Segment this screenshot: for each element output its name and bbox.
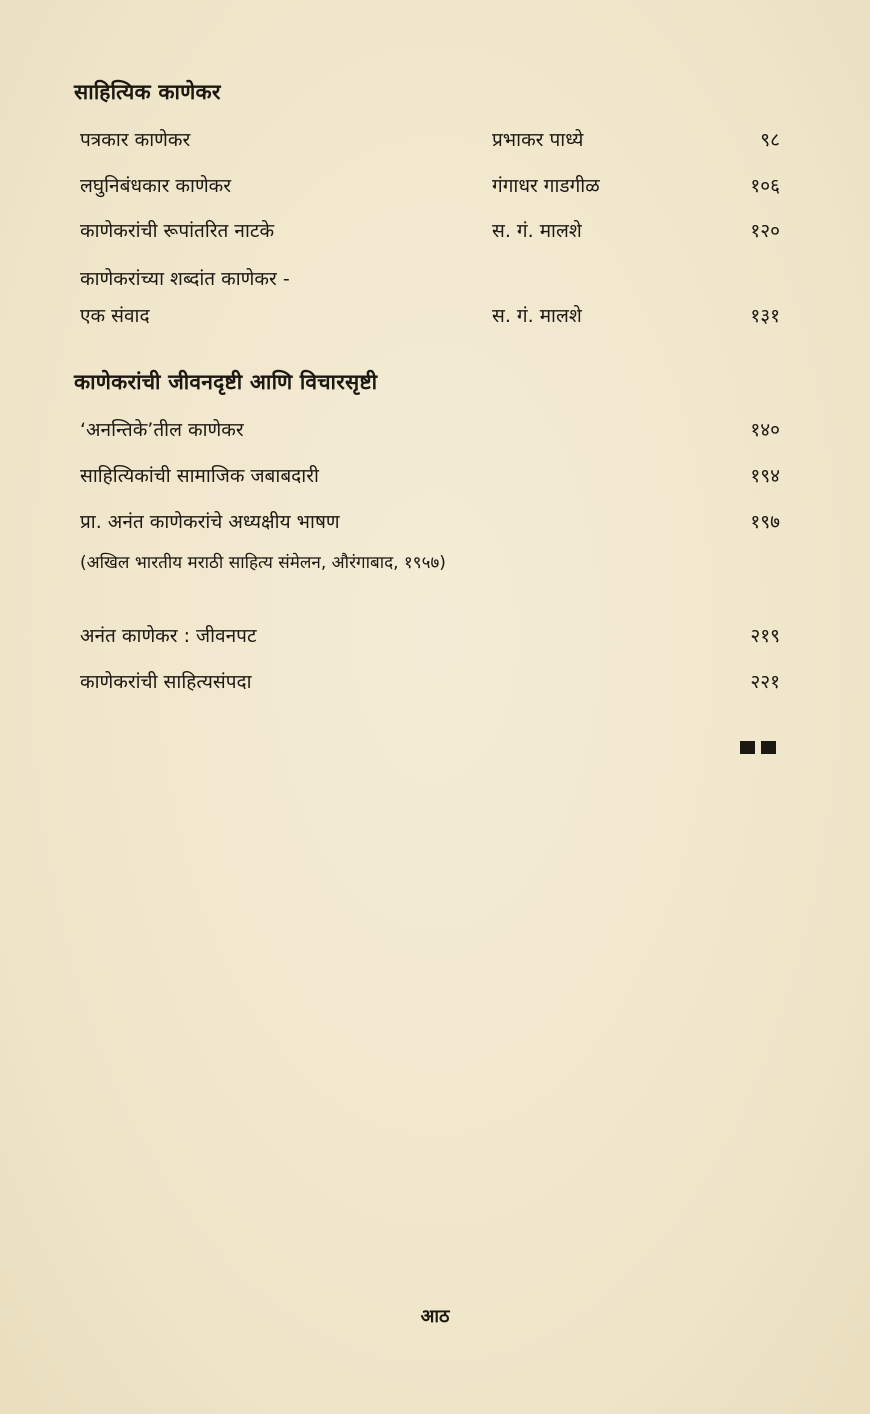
entry-title-line1: काणेकरांच्या शब्दांत काणेकर -	[80, 268, 290, 290]
entry-title: ‘अनन्तिके’तील काणेकर	[80, 419, 244, 441]
toc-row	[80, 508, 780, 542]
toc-row	[80, 126, 780, 160]
entry-title: प्रा. अनंत काणेकरांचे अध्यक्षीय भाषण	[80, 511, 340, 533]
entry-page: १२०	[750, 220, 780, 242]
section-heading-2: काणेकरांची जीवनदृष्टी आणि विचारसृष्टी	[74, 370, 378, 394]
entry-author: गंगाधर गाडगीळ	[492, 175, 600, 197]
toc-row	[80, 668, 780, 702]
entry-title-line2: एक संवाद	[80, 305, 150, 327]
entry-title: काणेकरांची रूपांतरित नाटके	[80, 220, 275, 242]
toc-row	[80, 172, 780, 206]
toc-row-continued	[80, 265, 780, 299]
toc-row	[80, 462, 780, 496]
toc-row	[80, 622, 780, 656]
entry-title: पत्रकार काणेकर	[80, 129, 191, 151]
entry-title: लघुनिबंधकार काणेकर	[80, 175, 232, 197]
entry-author: प्रभाकर पाध्ये	[492, 129, 584, 151]
entry-page: २१९	[750, 625, 780, 647]
entry-note: (अखिल भारतीय मराठी साहित्य संमेलन, औरंगाबाद, १९५७)	[80, 553, 446, 573]
entry-page: १०६	[750, 175, 780, 197]
toc-row	[80, 416, 780, 450]
square-icon	[761, 741, 776, 754]
entry-author: स. गं. मालशे	[492, 305, 582, 327]
entry-page: १९४	[750, 465, 780, 487]
toc-row	[80, 217, 780, 251]
entry-page: ९८	[760, 129, 780, 151]
entry-page: १९७	[750, 511, 780, 533]
end-mark-squares	[740, 741, 776, 754]
entry-title: अनंत काणेकर : जीवनपट	[80, 625, 257, 647]
square-icon	[740, 741, 755, 754]
entry-page: १३१	[750, 305, 780, 327]
entry-title: काणेकरांची साहित्यसंपदा	[80, 671, 252, 693]
entry-page: १४०	[750, 419, 780, 441]
toc-row	[80, 302, 780, 336]
section-heading-1: साहित्यिक काणेकर	[74, 80, 221, 104]
entry-page: २२१	[750, 671, 780, 693]
page-number-footer: आठ	[420, 1306, 450, 1327]
entry-author: स. गं. मालशे	[492, 220, 582, 242]
entry-title: साहित्यिकांची सामाजिक जबाबदारी	[80, 465, 319, 487]
